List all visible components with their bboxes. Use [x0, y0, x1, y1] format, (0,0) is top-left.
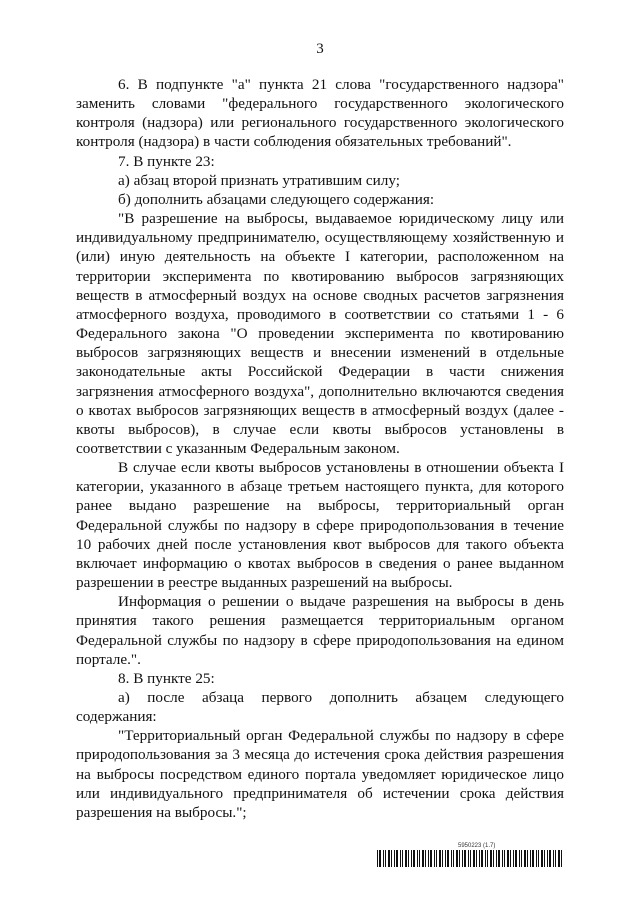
- paragraph-subitem-a-2: а) после абзаца первого дополнить абзацем следующего содержания:: [76, 689, 564, 726]
- paragraph-item-7: 7. В пункте 23:: [118, 152, 215, 170]
- document-code: 5950223 (1.7): [458, 843, 496, 849]
- paragraph-information: Информация о решении о выдаче разрешения на выбросы в день принятия такого решения размещается территориальным органом Федеральной службы по надзору в сфере природопользования на едином портале.".: [76, 593, 564, 668]
- page-number: 3: [316, 41, 324, 57]
- paragraph-quote-notice: "Территориальный орган Федеральной службы по надзору в сфере природопользования за 3 месяца до истечения срока действия разрешения на выбросы посредством единого портала уведомляет юридическое лицо или индивидуального предпринимателя об истечении срока действия разрешения на выбросы.";: [76, 727, 564, 821]
- paragraph-item-8: 8. В пункте 25:: [118, 669, 215, 687]
- paragraph-quote-permit: "В разрешение на выбросы, выдаваемое юридическому лицу или индивидуальному предпринимателю, осуществляющему хозяйственную и (или) иную деятельность на объекте I категории, расположенном на территории эксперимента по квотированию выбросов загрязняющих веществ в атмосферный воздух на основе сводных расчетов загрязнения атмосферного воздуха, проводимого в соответствии со статьями 1 - 6 Федерального закона "О проведении эксперимента по квотированию выбросов загрязняющих веществ и внесении изменений в отдельные законодательные акты Российской Федерации в части снижения загрязнения атмосферного воздуха", дополнительно включаются сведения о квотах выбросов загрязняющих веществ в атмосферный воздух (далее - квоты выбросов), в случае если квоты выбросов установлены в соответствии с указанным Федеральным законом.: [76, 210, 564, 457]
- paragraph-item-6: 6. В подпункте "а" пункта 21 слова "государственного надзора" заменить словами "федерального государственного экологического контроля (надзора) или регионального государственного экологического контроля (надзора) в части соблюдения обязательных требований".: [76, 76, 564, 151]
- document-body: [76, 75, 564, 822]
- paragraph-quota-case: В случае если квоты выбросов установлены в отношении объекта I категории, указанного в абзаце третьем настоящего пункта, для которого ранее выдано разрешение на выбросы, территориальный орган Федеральной службы по надзору в сфере природопользования в течение 10 рабочих дней после установления квот выбросов для такого объекта включает информацию о квотах выбросов в сведения о ранее выданном разрешении в реестре выданных разрешений на выбросы.: [76, 459, 564, 592]
- paragraph-subitem-a: а) абзац второй признать утратившим силу;: [118, 171, 400, 189]
- barcode-icon: [377, 850, 564, 867]
- paragraph-subitem-b: б) дополнить абзацами следующего содержания:: [118, 190, 435, 208]
